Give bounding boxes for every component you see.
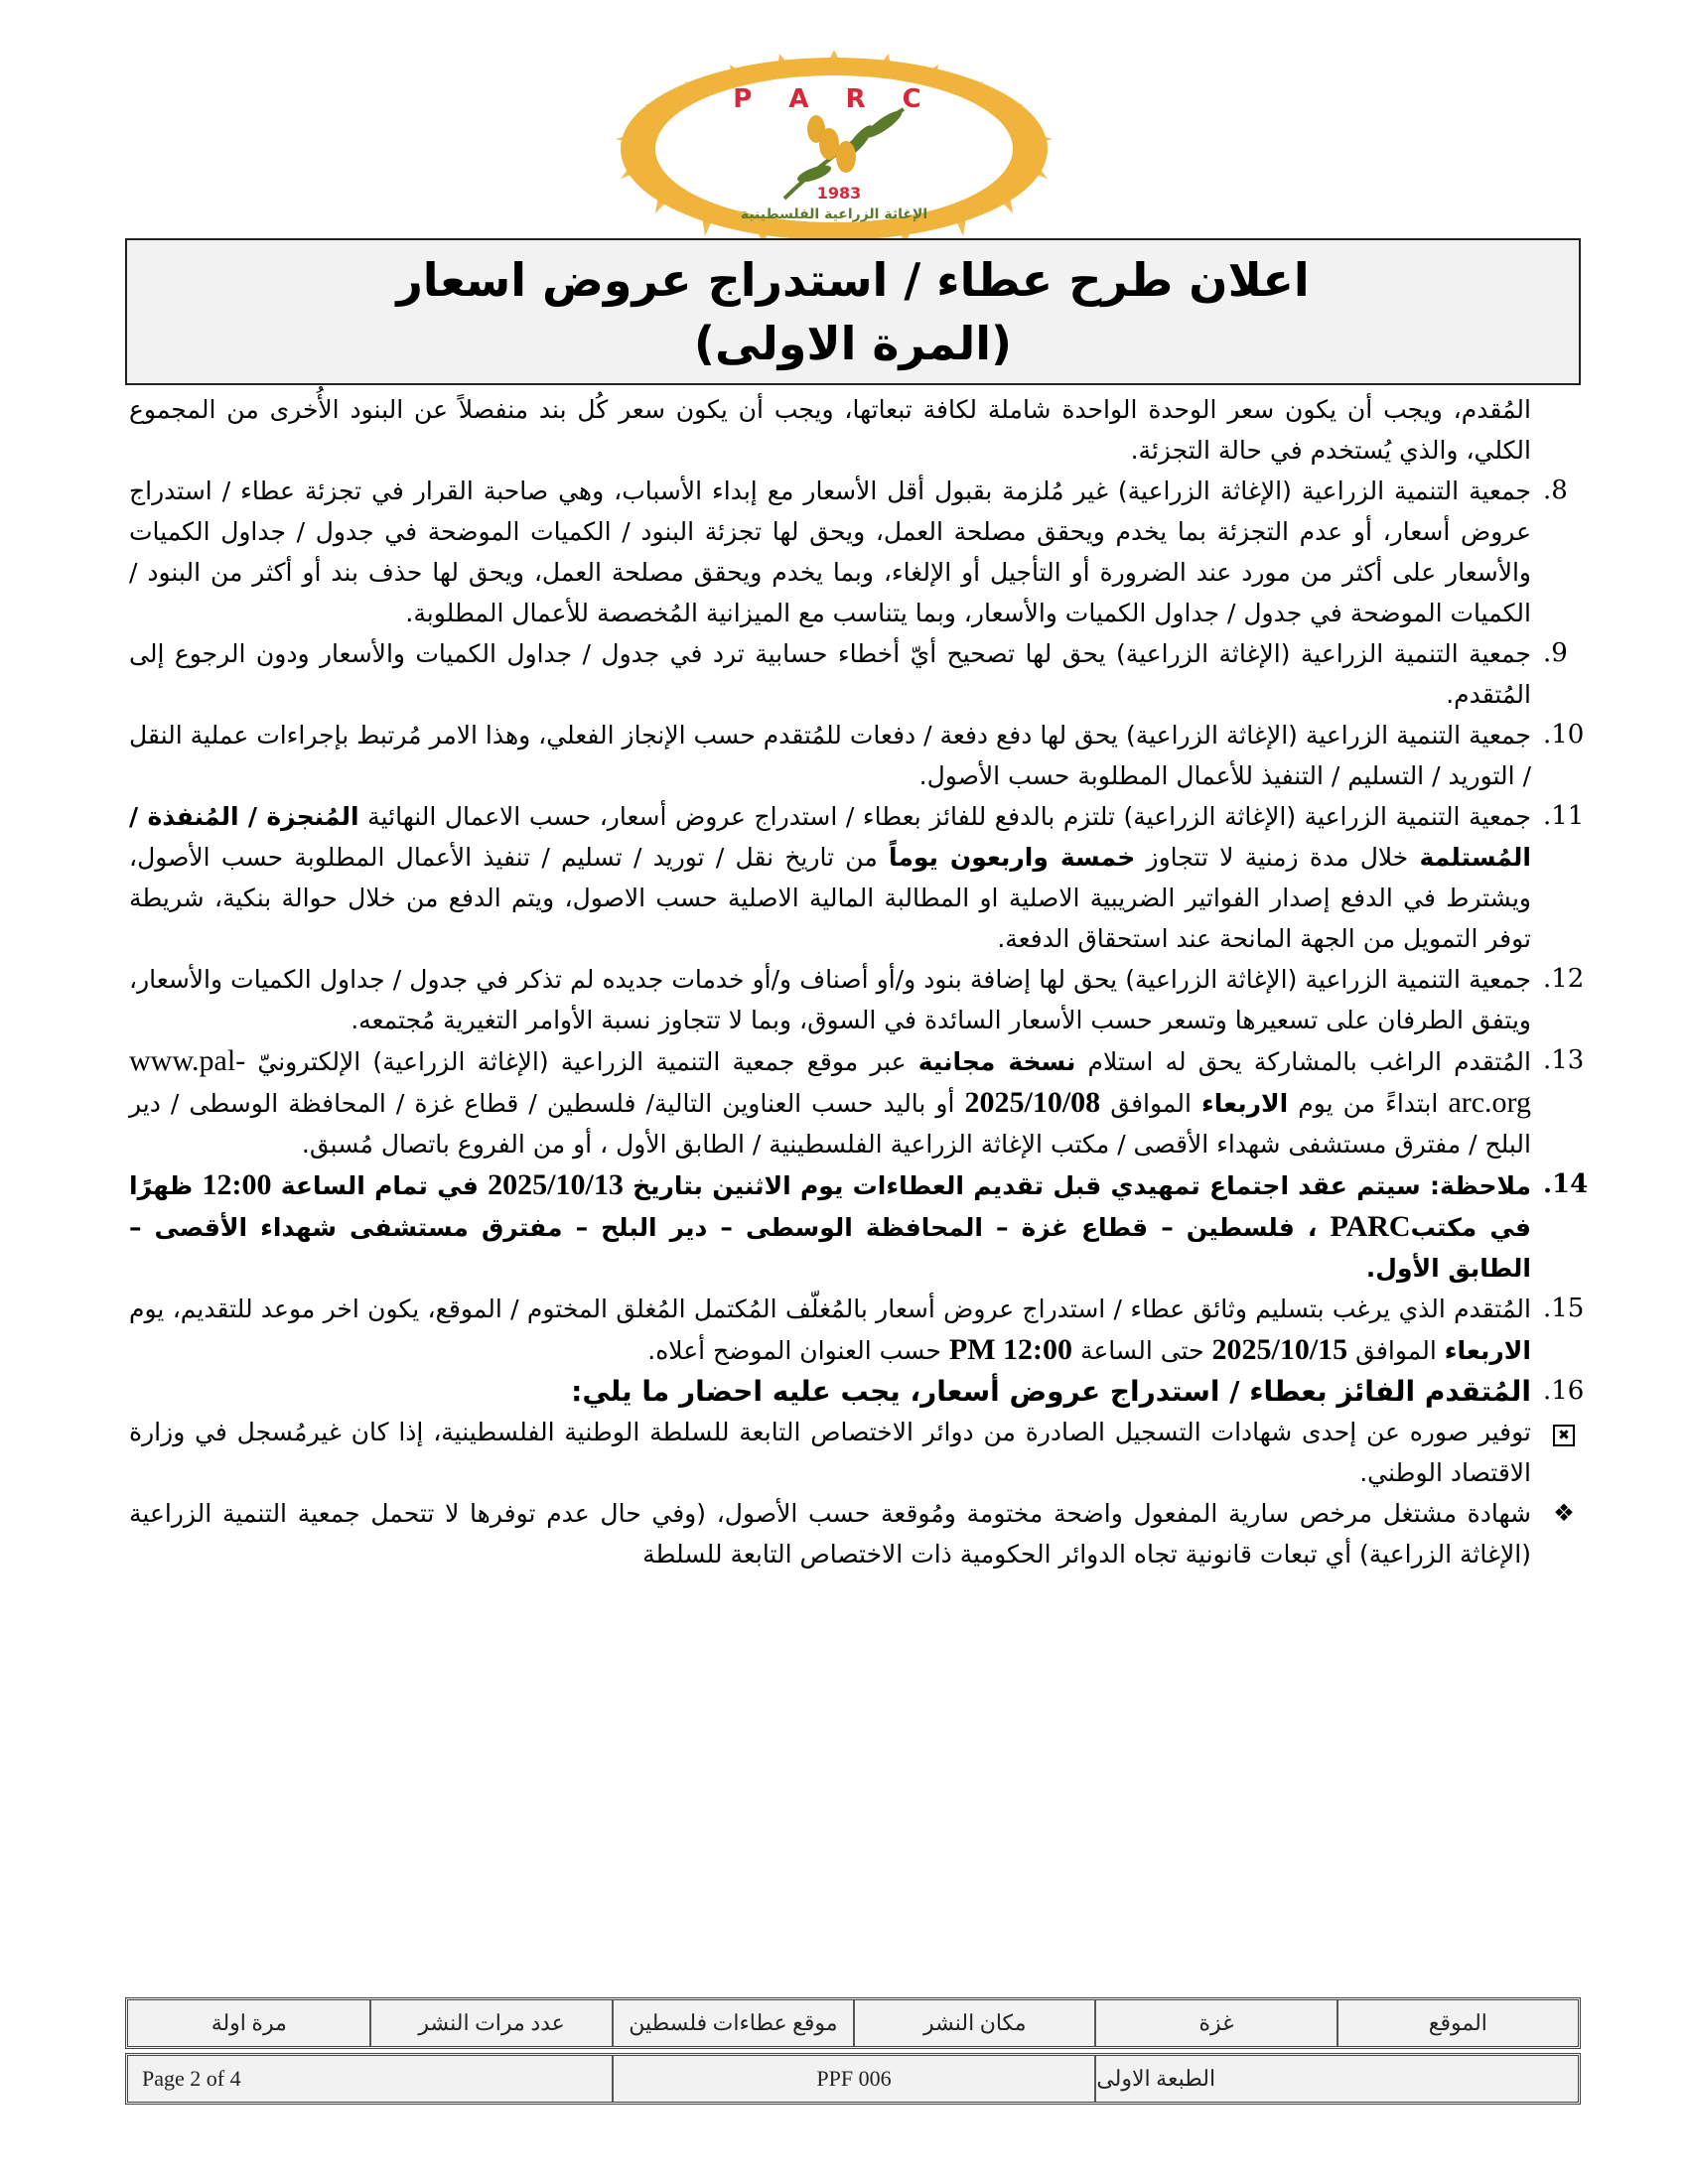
clause-number: .9 [1543, 638, 1568, 668]
meeting-date: 2025/10/13 [488, 1168, 624, 1201]
clause-15 [129, 1289, 1585, 1371]
clause-11 [129, 796, 1585, 959]
meeting-time: 12:00 [202, 1168, 272, 1201]
emphasis-day: الاربعاء [1200, 1089, 1289, 1118]
clause-10 [129, 715, 1585, 796]
clause-text: جمعية التنمية الزراعية (الإغاثة الزراعية) يحق لها دفع دفعة / دفعات للمُتقدم حسب الإنجاز الفعلي، وهذا الامر مُرتبط بإجراءات عملية النقل / التوريد / التسليم / التنفيذ للأعمال المطلوبة حسب الأصول. [129, 721, 1531, 790]
clause-number: .11 [1543, 801, 1585, 831]
clause-number: .8 [1543, 476, 1568, 505]
website-link[interactable]: www.pal-arc.org [129, 1044, 1532, 1119]
page-number: Page 2 of 4 [142, 2066, 241, 2091]
clause-text: جمعية التنمية الزراعية (الإغاثة الزراعية) تلتزم بالدفع للفائز بعطاء / استدراج عروض أسعار، حسب الاعمال النهائية المُنجزة / المُنفذة / المُستلمة خلال مدة زمنية لا تتجاوز خمسة واربعون يوماً من تاريخ نقل / توريد / تسليم / تنفيذ الأعمال المطلوبة حسب الأصول، ويشترط في الدفع إصدار الفواتير الضريبية الاصلية او المطالبة المالية الاصلية حسب الاصول، ويتم الدفع من خلال حوالة بنكية، شريطة توفر التمويل من الجهة المانحة عند استحقاق الدفعة. [129, 802, 1531, 953]
requirement-text: توفير صوره عن إحدى شهادات التسجيل الصادرة من دوائر الاختصاص التابعة للسلطة الوطنية الفلسطينية، إذا كان غيرمُسجل في وزارة الاقتصاد الوطني. [129, 1418, 1531, 1487]
emphasis-day: الاربعاء [1444, 1336, 1531, 1365]
requirement-registration [129, 1412, 1579, 1493]
clause-8 [129, 471, 1579, 633]
clause-12 [129, 959, 1585, 1040]
announcement-title-box [125, 238, 1581, 385]
page-subtitle: (المرة الاولى) [693, 317, 1013, 370]
edition: الطبعة الاولى [1094, 2056, 1578, 2102]
label-publish-place: مكان النشر [853, 2000, 1094, 2046]
checkbox-x-icon: ✖ [1549, 1412, 1579, 1452]
clause-13 [129, 1040, 1585, 1164]
label-publish-count: عدد مرات النشر [369, 2000, 611, 2046]
value-publish-count: مرة اولة [211, 2010, 287, 2035]
value-location: غزة [1094, 2000, 1336, 2046]
clause-number: .12 [1543, 964, 1585, 994]
start-date: 2025/10/08 [964, 1086, 1101, 1119]
clause-text: المُتقدم الذي يرغب بتسليم وثائق عطاء / استدراج عروض أسعار بالمُغلّف المُكتمل المُغلق المختوم / الموقع، يكون اخر موعد للتقديم، يوم الاربعاء الموافق 2025/10/15 حتى الساعة 12:00 PM حسب العنوان الموضح أعلاه. [129, 1295, 1531, 1366]
clause-text: ملاحظة: سيتم عقد اجتماع تمهيدي قبل تقديم العطاءات يوم الاثنين بتاريخ 2025/10/13 في تمام الساعة 12:00 ظهرًا في مكتبPARC ، فلسطين – قطاع غزة – المحافظة الوسطى – دير البلح – مفترق مستشفى شهداء الأقصى – الطابق الأول. [129, 1168, 1531, 1283]
clause-text: المُتقدم الراغب بالمشاركة يحق له استلام نسخة مجانية عبر موقع جمعية التنمية الزراعية (الإغاثة الزراعية) الإلكترونيّ www.pal-arc.org ابتداءً من يوم الاربعاء الموافق 2025/10/08 أو باليد حسب العناوين التالية/ فلسطين / قطاع غزة / المحافظة الوسطى / دير البلح / مفترق مستشفى شهداء الأقصى / مكتب الإغاثة الزراعية الفلسطينية / الطابق الأول ، أو من الفروع باتصال مُسبق. [129, 1044, 1532, 1159]
page-title: اعلان طرح عطاء / استدراج عروض اسعار [396, 253, 1310, 307]
svg-text:الإغاثة الزراعية الفلسطينية: الإغاثة الزراعية الفلسطينية [740, 206, 928, 222]
svg-text:P A R C: P A R C [733, 84, 935, 114]
clause-number: .14 [1543, 1169, 1589, 1199]
document-info-table [125, 2053, 1581, 2105]
emphasis-payment-period: خمسة واربعون يوماً [888, 843, 1136, 872]
emphasis-free-copy: نسخة مجانية [917, 1047, 1076, 1076]
parc-sun-logo-icon [586, 50, 1082, 248]
clause-number: .10 [1543, 720, 1585, 750]
clause-16 [129, 1371, 1585, 1412]
clause-number: .16 [1543, 1376, 1585, 1406]
form-code: PPF 006 [612, 2056, 1095, 2102]
diamond-bullet-icon: ❖ [1553, 1499, 1575, 1527]
emphasis-completed-works: المُنجزة / المُنفذة / المُستلمة [129, 802, 1531, 872]
svg-text:1983: 1983 [816, 184, 862, 203]
clause-number: .13 [1543, 1045, 1585, 1075]
clause-text: جمعية التنمية الزراعية (الإغاثة الزراعية) يحق لها إضافة بنود و/أو أصناف و/أو خدمات جديده لم تذكر في جدول / جداول الكميات والأسعار، ويتفق الطرفان على تسعيرها وتسعر حسب الأسعار السائدة في السوق، وبما لا تتجاوز نسبة الأوامر التغيرية مُجتمعه. [129, 965, 1531, 1034]
clause-text: جمعية التنمية الزراعية (الإغاثة الزراعية) غير مُلزمة بقبول أقل الأسعار مع إبداء الأسباب، وهي صاحبة القرار في تجزئة عطاء / استدراج عروض أسعار، أو عدم التجزئة بما يخدم ويحقق مصلحة العمل، ويحق لها تجزئة البنود / الكميات الموضحة في جدول / جداول الكميات والأسعار على أكثر من مورد عند الضرورة أو التأجيل أو الإلغاء، وبما يخدم ويحقق مصلحة العمل، ويحق لها حذف بند أو أكثر من البنود / الكميات الموضحة في جدول / جداول الكميات والأسعار، وبما يتناسب مع الميزانية المُخصصة للأعمال المطلوبة. [129, 477, 1531, 627]
parc-logo [586, 50, 1082, 248]
clause-9 [129, 633, 1579, 715]
value-publish-place: موقع عطاءات فلسطين [612, 2000, 853, 2046]
deadline-date: 2025/10/15 [1211, 1333, 1348, 1366]
terms-content [129, 389, 1589, 1574]
requirement-license [129, 1493, 1579, 1574]
clause-heading: المُتقدم الفائز بعطاء / استدراج عروض أسعار، يجب عليه احضار ما يلي: [571, 1375, 1531, 1408]
publication-info-table [125, 1997, 1581, 2049]
clause-number: .15 [1543, 1294, 1585, 1323]
requirement-text: شهادة مشتغل مرخص سارية المفعول واضحة مختومة ومُوقعة حسب الأصول، (وفي حال عدم توفرها لا تتحمل جمعية التنمية الزراعية (الإغاثة الزراعية) أي تبعات قانونية تجاه الدوائر الحكومية ذات الاختصاص التابعة للسلطة [129, 1499, 1531, 1569]
clause-14 [129, 1164, 1589, 1289]
clause-text: جمعية التنمية الزراعية (الإغاثة الزراعية) يحق لها تصحيح أيّ أخطاء حسابية ترد في جدول / جداول الكميات والأسعار ودون الرجوع إلى المُتقدم. [129, 639, 1531, 709]
intro-continuation: المُقدم، ويجب أن يكون سعر الوحدة الواحدة شاملة لكافة تبعاتها، ويجب أن يكون سعر كُل بند منفصلاً عن البنود الأُخرى من المجموع الكلي، والذي يُستخدم في حالة التجزئة. [129, 395, 1531, 465]
org-abbr: PARC [1330, 1210, 1411, 1243]
label-location: الموقع [1336, 2000, 1578, 2046]
deadline-time: 12:00 PM [948, 1333, 1073, 1366]
